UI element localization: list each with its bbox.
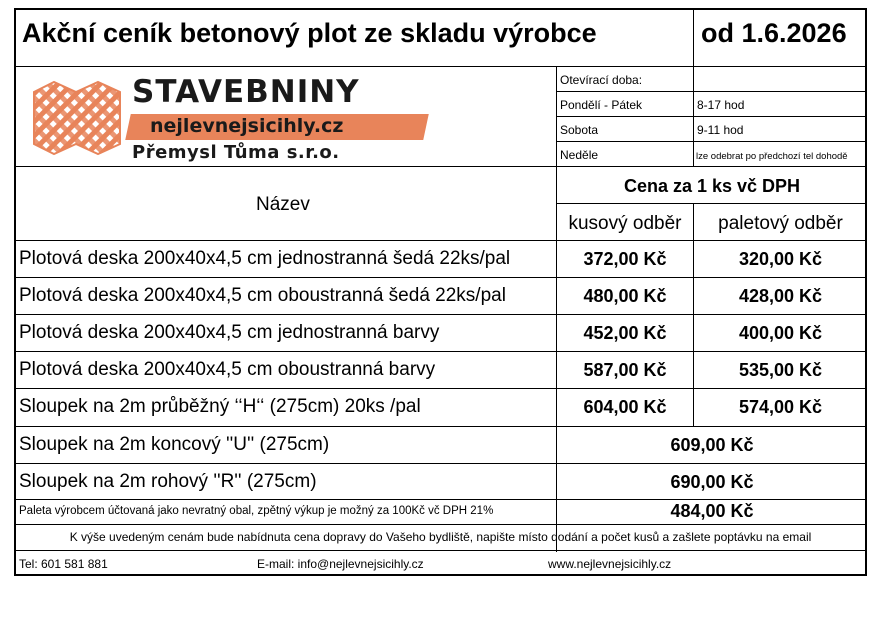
price-column-header: Cena za 1 ks vč DPH [623,176,801,196]
brand-name: STAVEBNINY [132,74,360,110]
brand-website: nejlevnejsicihly.cz [150,115,344,137]
hours-time-sunday: lze odebrat po předchozí tel dohodě [696,151,848,162]
product-name: Sloupek na 2m rohový ''R'' (275cm) [19,471,317,492]
product-name: Plotová deska 200x40x4,5 cm oboustranná barvy [19,359,436,380]
pallet-price: 535,00 Kč [738,360,823,380]
company-logo [26,72,456,166]
piece-column-header: kusový odběr [568,213,682,234]
hours-day-weekdays: Pondělí - Pátek [560,98,643,112]
product-name: Paleta výrobcem účtovaná jako nevratný obal, zpětný výkup je možný za 100Kč vč DPH 21% [19,505,494,517]
name-column-header: Název [256,194,310,215]
table-row [16,314,865,351]
product-name: Plotová deska 200x40x4,5 cm oboustranná šedá 22ks/pal [19,285,506,306]
hours-time-saturday: 9-11 hod [697,123,744,137]
table-row [16,351,865,388]
price-date: od 1.6.2026 [701,18,847,48]
pallet-price: 574,00 Kč [738,397,823,417]
unit-price: 690,00 Kč [670,472,754,492]
table-row [16,463,865,499]
piece-price: 372,00 Kč [583,249,667,269]
price-list-sheet [14,8,867,576]
table-row [16,426,865,463]
table-row [16,277,865,314]
hours-day-sunday: Neděle [560,148,599,162]
unit-price: 609,00 Kč [670,435,754,455]
brick-wall-icon [32,78,122,158]
piece-price: 604,00 Kč [583,397,667,417]
piece-price: 587,00 Kč [583,360,667,380]
contact-website[interactable]: www.nejlevnejsicihly.cz [548,557,672,571]
pallet-price: 428,00 Kč [738,286,823,306]
delivery-note: K výše uvedeným cenám bude nabídnuta cena dopravy do Vašeho bydliště, napište místo dodání a počet kusů a zašlete poptávku na email [69,530,812,544]
contact-email[interactable]: E-mail: info@nejlevnejsicihly.cz [257,557,424,571]
hours-day-saturday: Sobota [560,123,599,137]
brand-company: Přemysl Tůma s.r.o. [132,142,340,163]
product-name: Sloupek na 2m koncový ''U'' (275cm) [19,434,330,455]
pallet-price: 400,00 Kč [738,323,823,343]
product-name: Sloupek na 2m průběžný ‘‘H‘‘ (275cm) 20ks /pal [19,396,421,417]
contact-phone: Tel: 601 581 881 [19,557,108,571]
piece-price: 480,00 Kč [583,286,667,306]
piece-price: 452,00 Kč [583,323,667,343]
hours-time-weekdays: 8-17 hod [697,98,745,112]
product-name: Plotová deska 200x40x4,5 cm jednostranná šedá 22ks/pal [19,248,511,269]
hours-heading: Otevírací doba: [560,73,643,87]
table-row [16,499,865,524]
table-row [16,240,865,277]
unit-price: 484,00 Kč [670,501,754,521]
product-name: Plotová deska 200x40x4,5 cm jednostranná barvy [19,322,440,343]
table-row [16,388,865,426]
pallet-column-header: paletový odběr [718,213,843,234]
pallet-price: 320,00 Kč [738,249,823,269]
page-title: Akční ceník betonový plot ze skladu výrobce [22,18,597,48]
